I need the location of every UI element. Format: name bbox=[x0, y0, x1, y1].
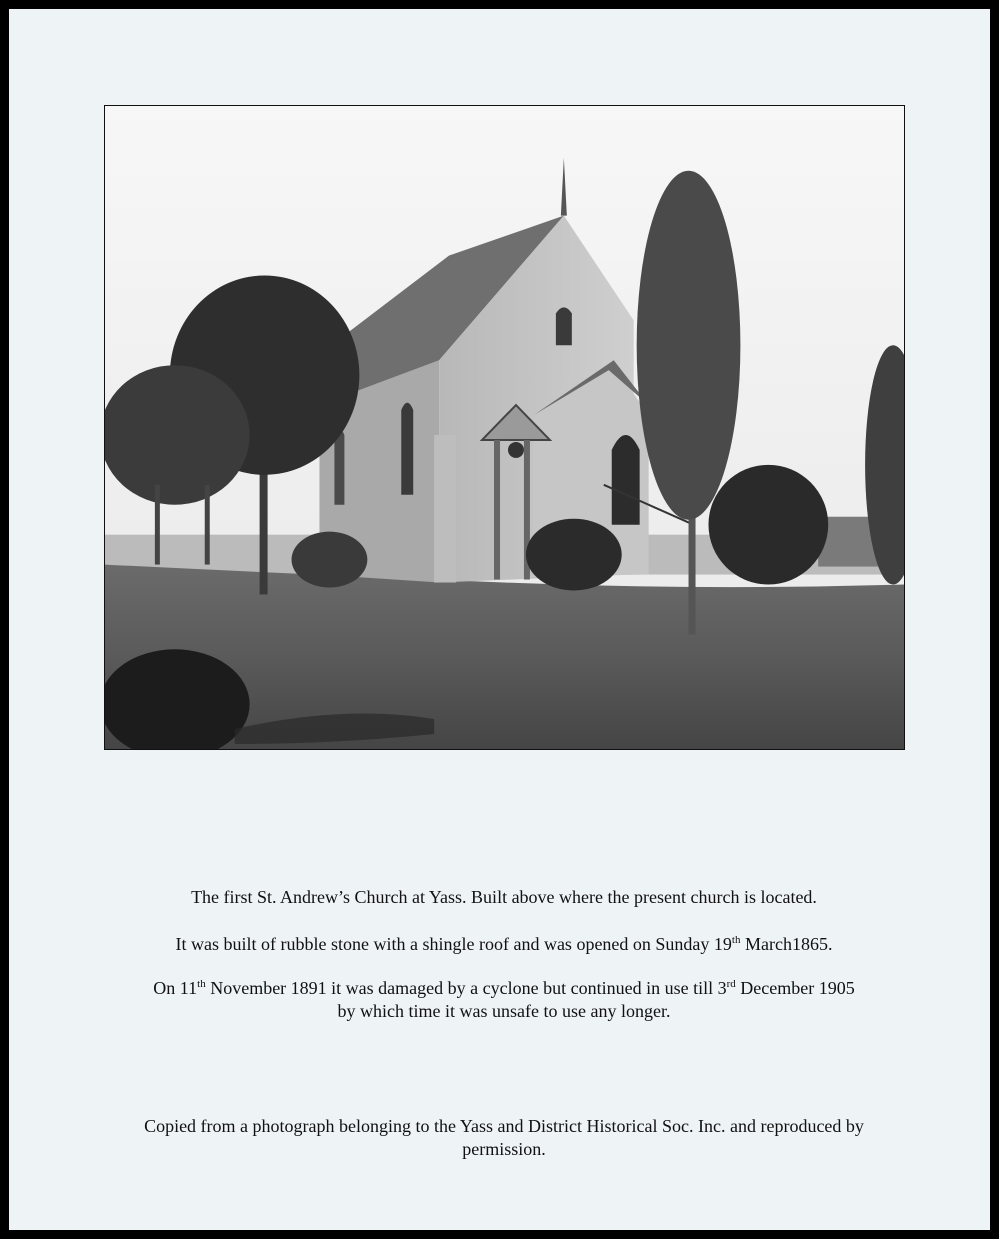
ordinal-suffix: rd bbox=[726, 978, 736, 990]
caption-line-2 bbox=[69, 933, 939, 956]
caption-line-1-text: The first St. Andrew’s Church at Yass. Built above where the present church is located. bbox=[191, 887, 817, 907]
caption-line-2-date: March1865. bbox=[740, 934, 833, 954]
caption-line-3 bbox=[69, 977, 939, 1000]
ordinal-suffix: th bbox=[197, 978, 206, 990]
credit-paragraph bbox=[69, 1115, 939, 1161]
ordinal-suffix: th bbox=[731, 934, 741, 946]
caption-line-2-text: It was built of rubble stone with a shingle roof and was opened on Sunday 19 bbox=[175, 934, 732, 954]
caption-line-3-end: December 1905 bbox=[735, 978, 855, 998]
caption-line-3-start: On 11 bbox=[153, 978, 198, 998]
caption-line-3-middle: November 1891 it was damaged by a cyclone but continued in use till 3 bbox=[205, 978, 727, 998]
credit-line-2: permission. bbox=[462, 1139, 546, 1159]
church-photograph bbox=[104, 105, 905, 750]
credit-line-1: Copied from a photograph belonging to the Yass and District Historical Soc. Inc. and reproduced by bbox=[144, 1116, 864, 1136]
church-photo-illustration bbox=[105, 106, 904, 749]
caption-line-1 bbox=[69, 886, 939, 909]
caption-line-4: by which time it was unsafe to use any longer. bbox=[337, 1001, 671, 1021]
caption-paragraph-3 bbox=[69, 977, 939, 1023]
